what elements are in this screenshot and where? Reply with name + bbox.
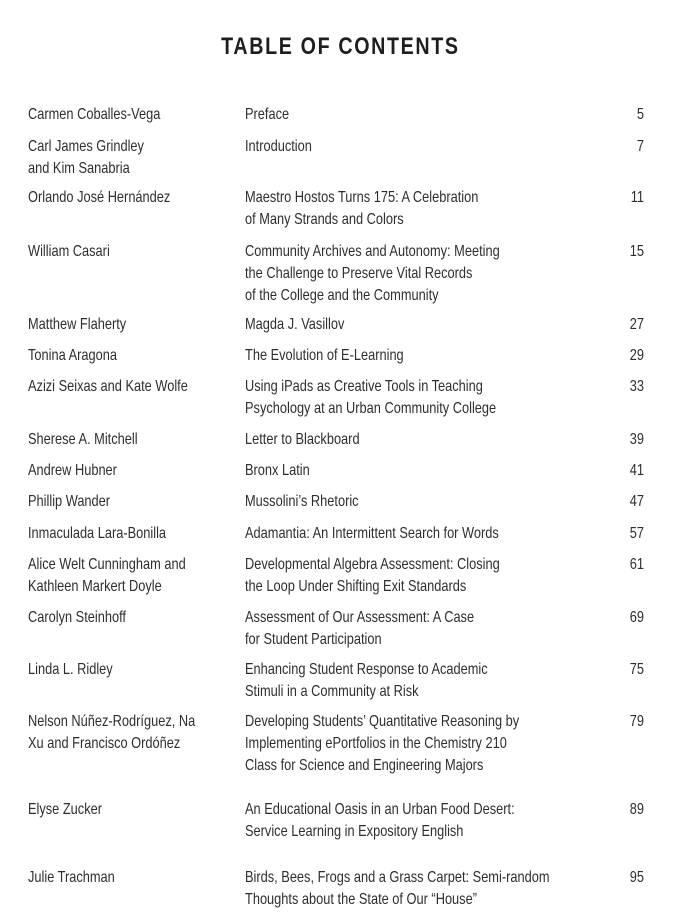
toc-page-number-line: 7 xyxy=(636,138,644,155)
toc-page-number-line: 75 xyxy=(629,661,644,678)
toc-page-number xyxy=(618,799,644,821)
toc-author xyxy=(28,136,173,180)
toc-author-line: Elyse Zucker xyxy=(28,801,102,818)
toc-article-title-line: Developing Students’ Quantitative Reasoning by xyxy=(245,713,520,730)
toc-page-number-line: 69 xyxy=(629,609,644,626)
toc-author xyxy=(28,187,206,209)
toc-page-number xyxy=(618,554,644,576)
toc-page-number xyxy=(618,187,644,209)
toc-page-number xyxy=(618,607,644,629)
toc-page-number-line: 95 xyxy=(629,869,644,886)
toc-article-title xyxy=(245,429,388,451)
toc-author-line: Inmaculada Lara-Bonilla xyxy=(28,525,167,542)
toc-article-title-line: Mussolini’s Rhetoric xyxy=(245,493,359,510)
toc-article-title xyxy=(245,376,559,420)
toc-page-number-line: 39 xyxy=(629,431,644,448)
toc-article-title-line: The Evolution of E-Learning xyxy=(245,347,404,364)
toc-article-title-line: Maestro Hostos Turns 175: A Celebration xyxy=(245,189,479,206)
toc-page-number-line: 5 xyxy=(636,106,644,123)
toc-author-line: Sherese A. Mitchell xyxy=(28,431,138,448)
toc-page-number-line: 79 xyxy=(629,713,644,730)
toc-author-line: Linda L. Ridley xyxy=(28,661,113,678)
toc-article-title xyxy=(245,867,626,911)
toc-author-line: Nelson Núñez-Rodríguez, Na xyxy=(28,713,196,730)
toc-page-number-line: 47 xyxy=(629,493,644,510)
toc-article-title-line: Psychology at an Urban Community College xyxy=(245,400,497,417)
toc-article-title-line: Enhancing Student Response to Academic xyxy=(245,661,488,678)
page-title-text: TABLE OF CONTENTS xyxy=(220,33,460,60)
toc-author-line: Orlando José Hernández xyxy=(28,189,171,206)
toc-article-title-line: Assessment of Our Assessment: A Case xyxy=(245,609,475,626)
toc-article-title-line: Magda J. Vasillov xyxy=(245,316,345,333)
toc-page-number xyxy=(618,659,644,681)
toc-article-title xyxy=(245,523,562,545)
toc-author-line: Phillip Wander xyxy=(28,493,111,510)
toc-article-title xyxy=(245,554,563,598)
toc-article-title-line: Community Archives and Autonomy: Meeting xyxy=(245,243,500,260)
toc-author-line: Julie Trachman xyxy=(28,869,115,886)
toc-article-title-line: Implementing ePortfolios in the Chemistry 210 xyxy=(245,735,507,752)
toc-author-line: Azizi Seixas and Kate Wolfe xyxy=(28,378,188,395)
toc-author-line: Carolyn Steinhoff xyxy=(28,609,126,626)
toc-article-title-line: for Student Participation xyxy=(245,631,382,648)
toc-article-title-line: Developmental Algebra Assessment: Closing xyxy=(245,556,500,573)
toc-article-title-line: Adamantia: An Intermittent Search for Words xyxy=(245,525,499,542)
toc-author-line: Tonina Aragona xyxy=(28,347,117,364)
toc-article-title-line: Letter to Blackboard xyxy=(245,431,360,448)
toc-article-title xyxy=(245,460,326,482)
toc-author xyxy=(28,659,134,681)
toc-author xyxy=(28,523,201,545)
toc-author xyxy=(28,241,130,263)
toc-page-number xyxy=(618,460,644,482)
toc-author-line: Xu and Francisco Ordóñez xyxy=(28,735,181,752)
toc-page-number xyxy=(618,241,644,263)
toc-author xyxy=(28,711,237,755)
toc-author xyxy=(28,345,139,367)
toc-page-number xyxy=(618,711,644,733)
toc-article-title-line: of Many Strands and Colors xyxy=(245,211,404,228)
toc-author xyxy=(28,314,151,336)
toc-article-title-line: An Educational Oasis in an Urban Food Desert: xyxy=(245,801,515,818)
toc-article-title-line: Class for Science and Engineering Majors xyxy=(245,757,484,774)
toc-article-title-line: Using iPads as Creative Tools in Teaching xyxy=(245,378,483,395)
toc-article-title xyxy=(245,104,300,126)
toc-author-line: William Casari xyxy=(28,243,110,260)
toc-page-number-line: 11 xyxy=(630,189,644,206)
toc-article-title-line: Birds, Bees, Frogs and a Grass Carpet: Semi-random xyxy=(245,869,550,886)
toc-article-title xyxy=(245,345,443,367)
toc-article-title-line: of the College and the Community xyxy=(245,287,439,304)
toc-page-number xyxy=(618,345,644,367)
toc-page-number xyxy=(618,104,644,126)
toc-article-title-line: Introduction xyxy=(245,138,312,155)
toc-page-number-line: 57 xyxy=(629,525,644,542)
toc-page-number-line: 27 xyxy=(629,316,644,333)
toc-author xyxy=(28,607,150,629)
toc-page-number xyxy=(618,376,644,398)
toc-article-title-line: Preface xyxy=(245,106,290,123)
toc-author xyxy=(28,799,120,821)
toc-page-number-line: 29 xyxy=(629,347,644,364)
toc-author xyxy=(28,104,193,126)
toc-author-line: Kathleen Markert Doyle xyxy=(28,578,162,595)
toc-author-line: Carmen Coballes-Vega xyxy=(28,106,161,123)
toc-article-title xyxy=(245,491,387,513)
toc-article-title-line: Stimuli in a Community at Risk xyxy=(245,683,419,700)
toc-article-title xyxy=(245,314,369,336)
toc-author xyxy=(28,867,137,889)
toc-page-number xyxy=(618,523,644,545)
toc-page-number-line: 33 xyxy=(629,378,644,395)
toc-article-title xyxy=(245,241,563,307)
toc-author-line: and Kim Sanabria xyxy=(28,160,130,177)
toc-article-title xyxy=(245,136,329,158)
toc-article-title xyxy=(245,607,531,651)
toc-article-title xyxy=(245,711,588,777)
toc-author xyxy=(28,460,139,482)
toc-article-title xyxy=(245,799,582,843)
toc-author-line: Matthew Flaherty xyxy=(28,316,127,333)
toc-author xyxy=(28,491,131,513)
toc-article-title-line: Bronx Latin xyxy=(245,462,310,479)
toc-author xyxy=(28,554,225,598)
toc-page-number xyxy=(618,429,644,451)
toc-article-title xyxy=(245,659,548,703)
toc-page-number xyxy=(618,136,644,158)
toc-page-number xyxy=(618,314,644,336)
toc-author xyxy=(28,376,228,398)
toc-article-title-line: Thoughts about the State of Our “House” xyxy=(245,891,477,908)
toc-page-number-line: 15 xyxy=(629,243,644,260)
toc-page-number xyxy=(618,867,644,889)
toc-article-title-line: the Loop Under Shifting Exit Standards xyxy=(245,578,467,595)
toc-page-number-line: 61 xyxy=(629,556,644,573)
toc-page-number xyxy=(618,491,644,513)
toc-page-number-line: 41 xyxy=(629,462,644,479)
toc-author xyxy=(28,429,165,451)
toc-author-line: Andrew Hubner xyxy=(28,462,117,479)
toc-article-title-line: Service Learning in Expository English xyxy=(245,823,464,840)
toc-article-title xyxy=(245,187,537,231)
toc-author-line: Alice Welt Cunningham and xyxy=(28,556,186,573)
page-title xyxy=(0,33,680,61)
toc-page-number-line: 89 xyxy=(629,801,644,818)
toc-article-title-line: the Challenge to Preserve Vital Records xyxy=(245,265,473,282)
toc-author-line: Carl James Grindley xyxy=(28,138,144,155)
